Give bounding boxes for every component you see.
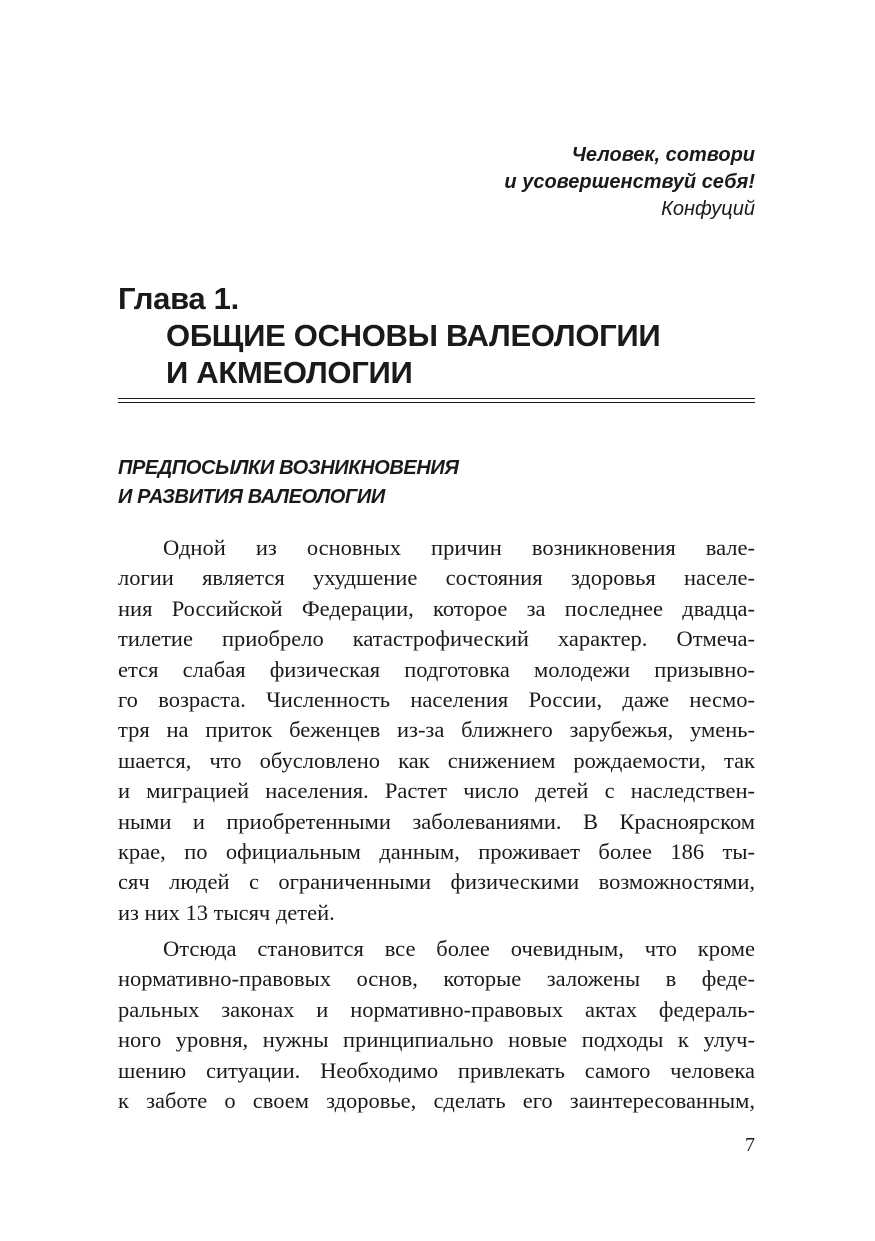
text-line: тилетие приобрело катастрофический характер. Отмеча- bbox=[118, 626, 755, 652]
text-line: ния Российской Федерации, которое за последнее двадца- bbox=[118, 595, 755, 621]
text-line: Отсюда становится все более очевидным, что кроме bbox=[163, 936, 755, 962]
text-line: крае, по официальным данным, проживает более 186 ты- bbox=[118, 838, 755, 864]
section-title-line-1: ПРЕДПОСЫЛКИ ВОЗНИКНОВЕНИЯ bbox=[118, 457, 459, 479]
text-line: и миграцией населения. Растет число детей с наследствен- bbox=[118, 778, 755, 804]
chapter-title-line-1: ОБЩИЕ ОСНОВЫ ВАЛЕОЛОГИИ bbox=[166, 318, 661, 353]
epigraph-quote-line-1: Человек, сотвори bbox=[571, 144, 755, 166]
text-line: го возраста. Численность населения России, даже несмо- bbox=[118, 686, 755, 712]
text-line: шается, что обусловлено как снижением рождаемости, так bbox=[118, 747, 755, 773]
epigraph-author: Конфуций bbox=[661, 198, 755, 220]
paragraph-1 bbox=[118, 533, 755, 928]
text-line: к заботе о своем здоровье, сделать его заинтересованным, bbox=[118, 1088, 755, 1114]
text-line: шению ситуации. Необходимо привлекать самого человека bbox=[118, 1057, 755, 1083]
text-line: сяч людей с ограниченными физическими возможностями, bbox=[118, 869, 755, 895]
chapter-heading bbox=[118, 280, 758, 391]
text-line: ными и приобретенными заболеваниями. В Красноярском bbox=[118, 808, 755, 834]
chapter-divider-thick bbox=[118, 398, 755, 399]
text-line: Одной из основных причин возникновения вале- bbox=[163, 535, 755, 560]
chapter-label: Глава 1. bbox=[118, 281, 239, 316]
epigraph bbox=[504, 142, 755, 223]
text-line: тря на приток беженцев из-за ближнего зарубежья, умень- bbox=[118, 717, 755, 743]
section-title-line-2: И РАЗВИТИЯ ВАЛЕОЛОГИИ bbox=[118, 486, 385, 508]
text-line: ного уровня, нужны принципиально новые подходы к улуч- bbox=[118, 1027, 755, 1053]
paragraph-2 bbox=[118, 934, 755, 1116]
chapter-title-line-2: И АКМЕОЛОГИИ bbox=[166, 355, 413, 390]
epigraph-quote-line-2: и усовершенствуй себя! bbox=[504, 171, 755, 193]
text-line: нормативно-правовых основ, которые заложены в феде- bbox=[118, 966, 755, 992]
section-heading bbox=[118, 454, 459, 512]
text-line: ральных законах и нормативно-правовых актах федераль- bbox=[118, 996, 755, 1022]
text-line: логии является ухудшение состояния здоровья населе- bbox=[118, 565, 755, 591]
page-number: 7 bbox=[745, 1134, 755, 1156]
body-text bbox=[118, 533, 755, 1116]
text-line: из них 13 тысяч детей. bbox=[118, 899, 335, 925]
text-line: ется слабая физическая подготовка молодежи призывно- bbox=[118, 656, 755, 682]
chapter-divider-thin bbox=[118, 402, 755, 403]
